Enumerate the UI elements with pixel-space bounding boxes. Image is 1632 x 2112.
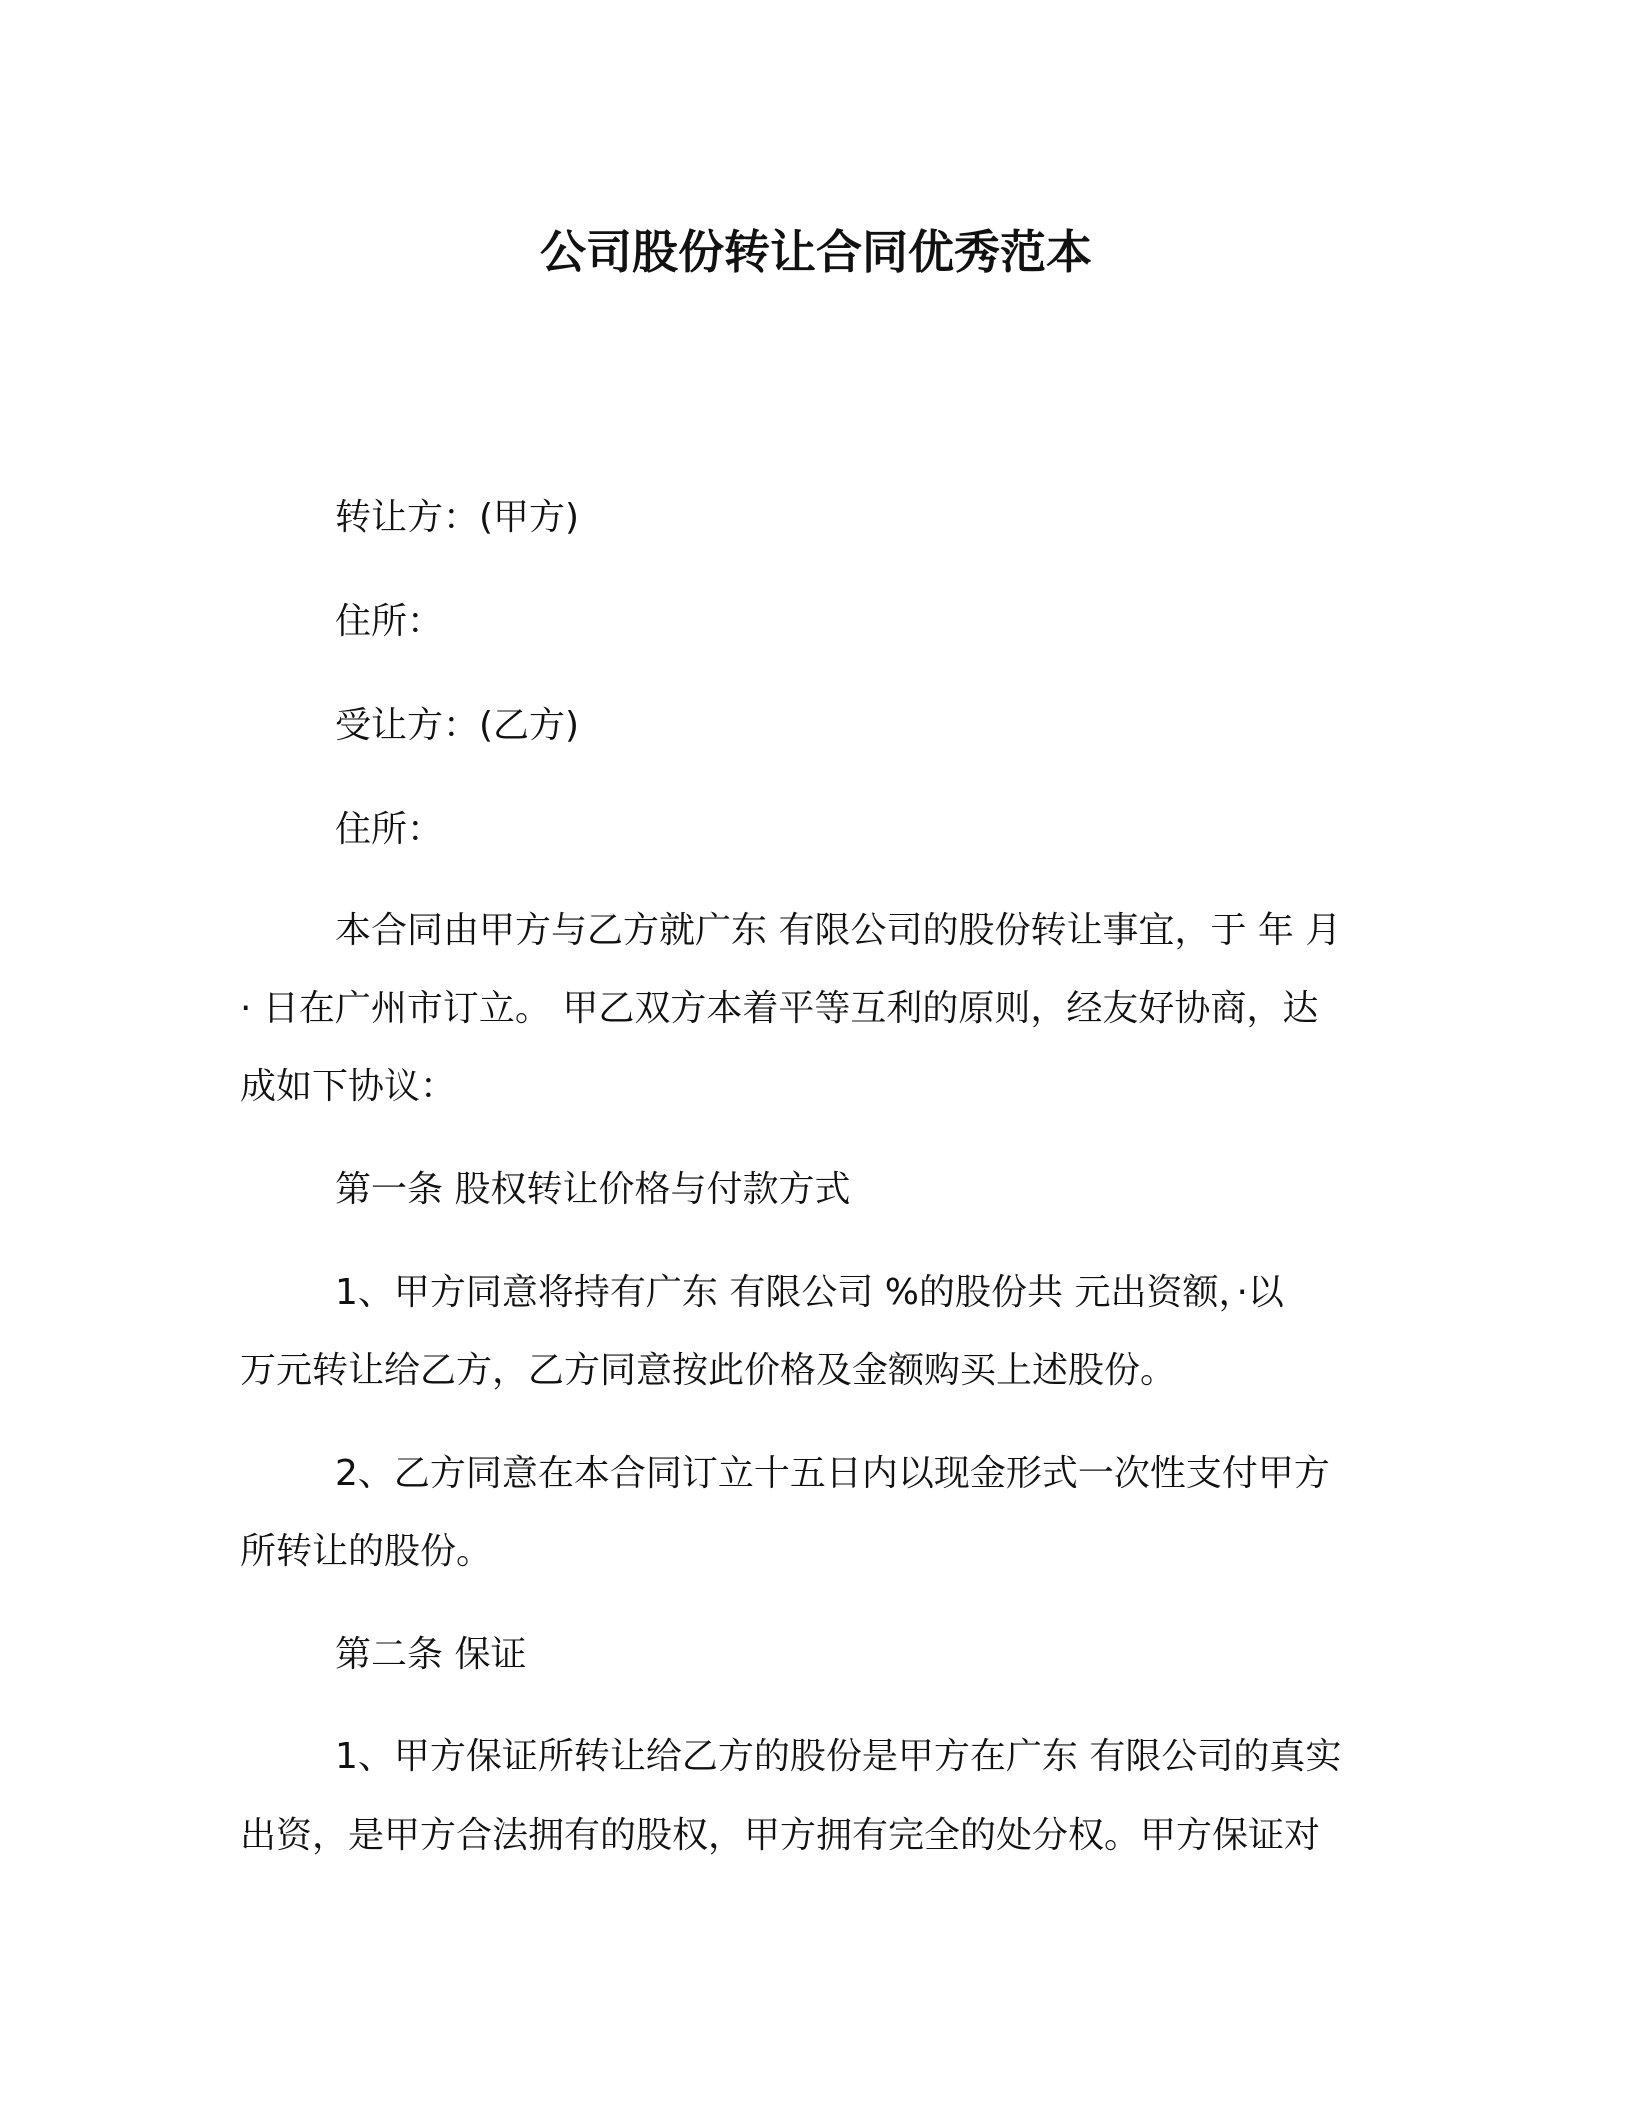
article-2-heading: 第二条 保证 [335, 1634, 527, 1675]
article-1-clause-1-line-2: 万元转让给乙方，乙方同意按此价格及金额购买上述股份。 [240, 1350, 1177, 1391]
article-2-clause-1-line-2: 出资，是甲方合法拥有的股权，甲方拥有完全的处分权。甲方保证对 [240, 1815, 1321, 1856]
article-2-clause-1-line-1: 1、甲方保证所转让给乙方的股份是甲方在广东 有限公司的真实 [335, 1736, 1342, 1777]
preamble-line-2: · 日在广州市订立。 甲乙双方本着平等互利的原则，经友好协商，达 [240, 988, 1319, 1029]
article-1-clause-2-line-2: 所转让的股份。 [240, 1531, 493, 1572]
document-title: 公司股份转让合同优秀范本 [540, 225, 1092, 279]
preamble-line-1: 本合同由甲方与乙方就广东 有限公司的股份转让事宜，于 年 月 [335, 910, 1342, 951]
transferee-address-line: 住所： [335, 809, 444, 850]
transferor-address-line: 住所： [335, 601, 444, 642]
article-1-heading: 第一条 股权转让价格与付款方式 [335, 1169, 851, 1210]
article-1-clause-1-line-1: 1、甲方同意将持有广东 有限公司 %的股份共 元出资额，·以 [335, 1272, 1284, 1313]
article-1-clause-2-line-1: 2、乙方同意在本合同订立十五日内以现金形式一次性支付甲方 [335, 1453, 1330, 1494]
transferee-line: 受让方：(乙方) [335, 705, 580, 746]
preamble-line-3: 成如下协议： [240, 1066, 457, 1107]
transferor-line: 转让方：(甲方) [335, 497, 580, 538]
